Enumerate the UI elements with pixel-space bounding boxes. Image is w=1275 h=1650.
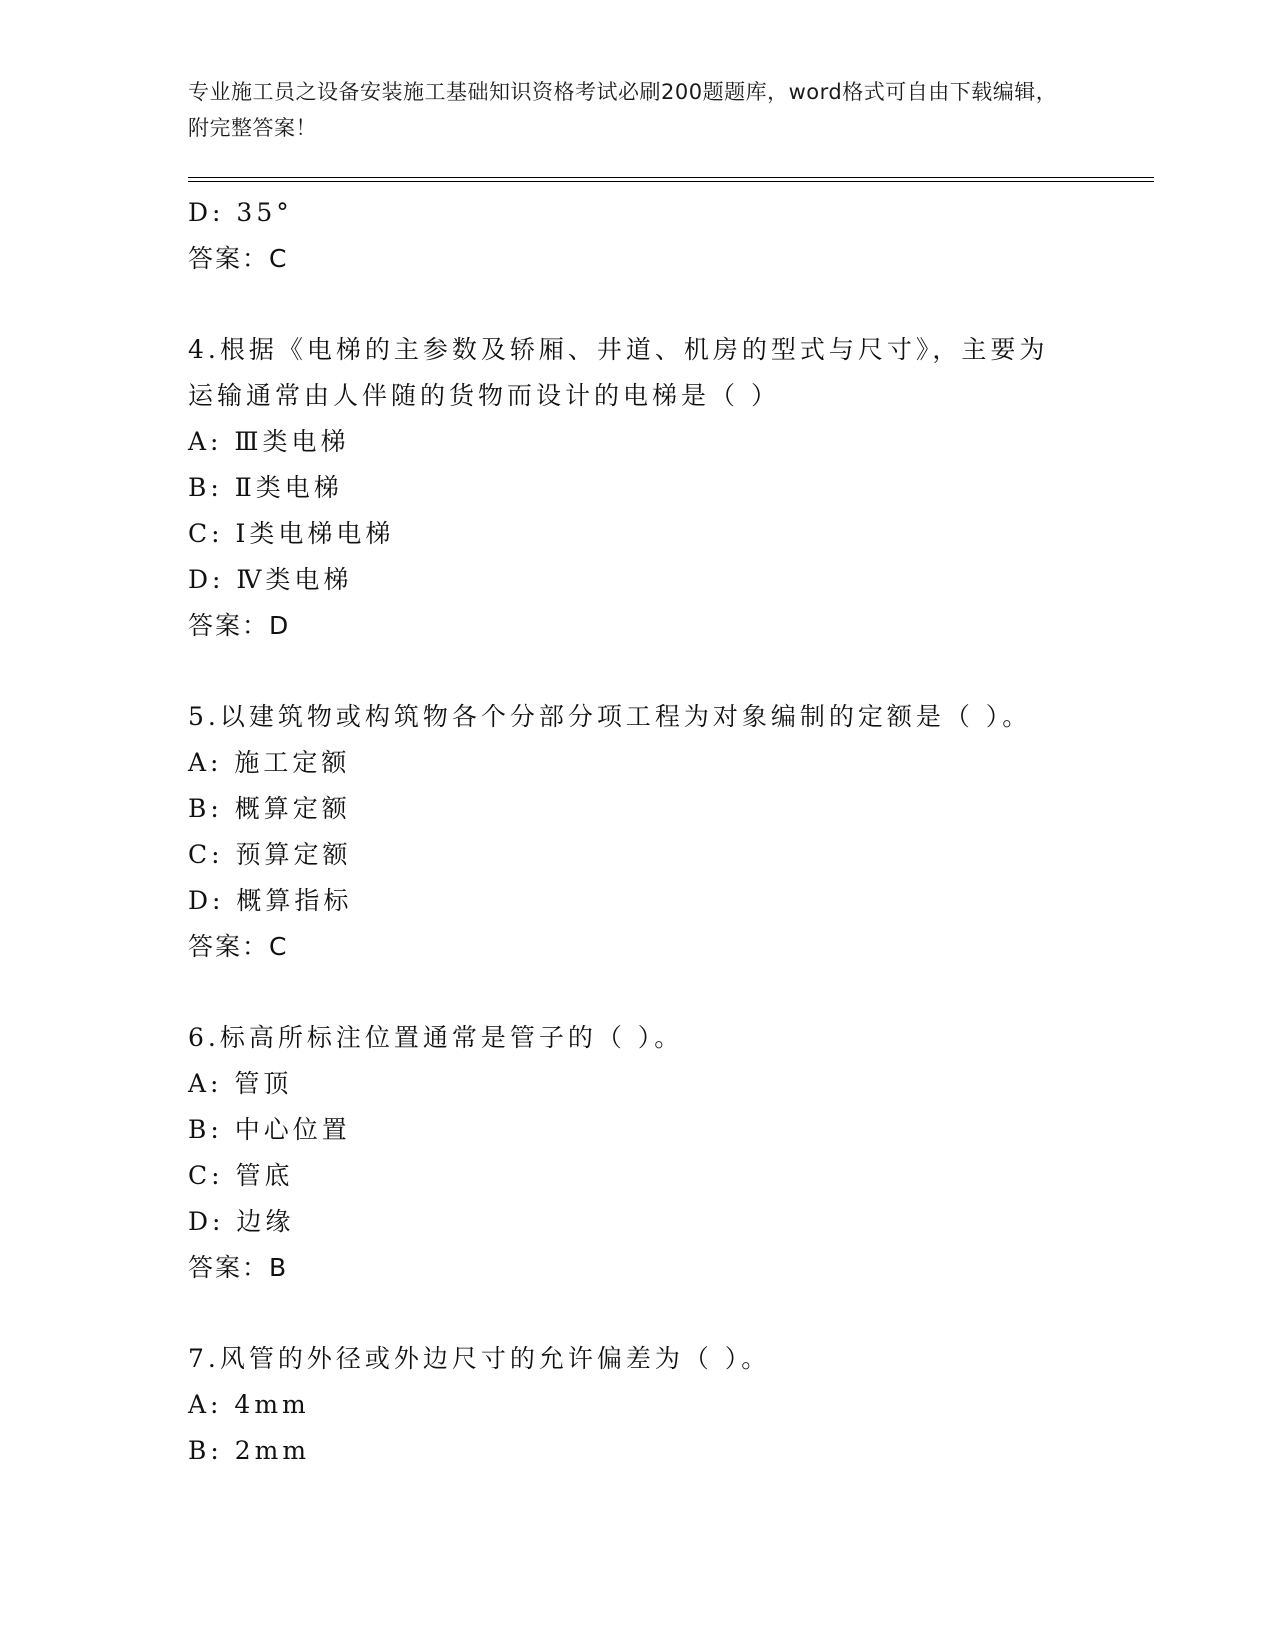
question-text-line-1: 5.以建筑物或构筑物各个分部分项工程为对象编制的定额是（ ）。	[188, 702, 1032, 731]
question-list	[188, 190, 1088, 1474]
question-text-line-1: 6.标高所标注位置通常是管子的（ ）。	[188, 1023, 684, 1052]
option-d: D: 概算指标	[188, 886, 353, 915]
answer-line: 答案：C	[188, 932, 289, 961]
option-c: C: 预算定额	[188, 840, 352, 869]
question-spacer	[188, 282, 1088, 327]
question-block-6	[188, 1015, 1088, 1291]
option-d: D: Ⅳ类电梯	[188, 565, 353, 594]
header-divider-top	[188, 177, 1154, 178]
answer-line: 答案：D	[188, 611, 291, 640]
question-text-line-2: 运输通常由人伴随的货物而设计的电梯是（ ）	[188, 381, 780, 410]
option-a: A: 管顶	[188, 1069, 293, 1098]
option-a: A: Ⅲ类电梯	[188, 427, 350, 456]
option-b: B: 概算定额	[188, 794, 351, 823]
question-text-line-1: 7.风管的外径或外边尺寸的允许偏差为（ ）。	[188, 1344, 771, 1373]
question-spacer	[188, 649, 1088, 694]
document-header-title: 专业施工员之设备安装施工基础知识资格考试必刷200题题库，word格式可自由下载编辑，附完整答案！	[188, 80, 1058, 140]
option-c: C: 管底	[188, 1161, 294, 1190]
question-block-5	[188, 694, 1088, 970]
question-block-7	[188, 1336, 1088, 1474]
option-b: B: Ⅱ类电梯	[188, 473, 343, 502]
header-divider-bottom	[188, 181, 1154, 182]
answer-line: 答案：B	[188, 1253, 289, 1282]
option-d: D: 边缘	[188, 1207, 295, 1236]
option-b: B: 中心位置	[188, 1115, 351, 1144]
question-spacer	[188, 1291, 1088, 1336]
option-d: D: 35°	[188, 198, 293, 227]
question-block-3-tail	[188, 190, 1088, 282]
answer-line: 答案：C	[188, 244, 289, 273]
question-block-4	[188, 327, 1088, 649]
option-b: B: 2mm	[188, 1436, 311, 1465]
question-text-line-1: 4.根据《电梯的主参数及轿厢、井道、机房的型式与尺寸》，主要为	[188, 335, 1049, 364]
option-c: C: Ⅰ类电梯电梯	[188, 519, 395, 548]
option-a: A: 施工定额	[188, 748, 351, 777]
option-a: A: 4mm	[188, 1390, 310, 1419]
question-spacer	[188, 970, 1088, 1015]
